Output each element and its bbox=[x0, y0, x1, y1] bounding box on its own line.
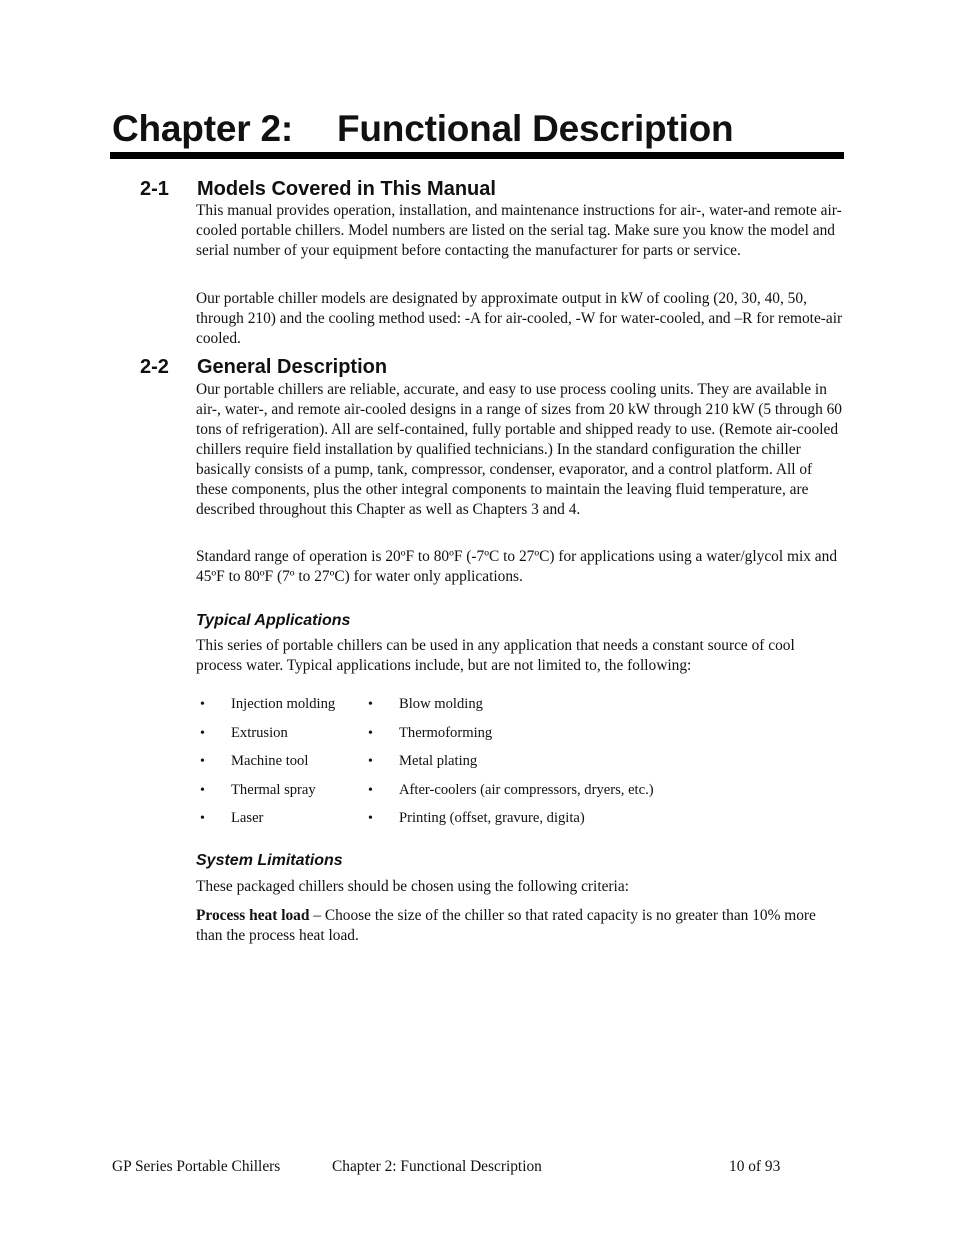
list-item-label: Extrusion bbox=[231, 724, 288, 741]
bullet-icon: • bbox=[368, 725, 373, 741]
list-item bbox=[200, 749, 308, 774]
bullet-icon: • bbox=[200, 811, 205, 826]
chapter-title-rule bbox=[110, 152, 844, 159]
list-item bbox=[368, 749, 477, 774]
list-item-label: Machine tool bbox=[231, 753, 309, 769]
list-item-label: Injection molding bbox=[231, 696, 336, 712]
bullet-icon: • bbox=[368, 811, 373, 826]
list-row bbox=[200, 692, 760, 721]
page-footer bbox=[112, 1157, 812, 1179]
section-number: 2-2 bbox=[140, 356, 169, 378]
bullet-icon: • bbox=[200, 782, 205, 798]
section-title: General Description bbox=[197, 356, 388, 378]
footer-chapter-label: Chapter 2: Functional Description bbox=[332, 1158, 542, 1175]
list-row bbox=[200, 721, 760, 750]
list-item bbox=[200, 692, 335, 717]
list-item bbox=[368, 806, 585, 831]
bullet-icon: • bbox=[368, 782, 373, 798]
list-row bbox=[200, 806, 760, 835]
bullet-icon: • bbox=[368, 754, 373, 769]
section-heading-2-2 bbox=[140, 355, 387, 379]
list-item bbox=[200, 778, 316, 803]
paragraph: These packaged chillers should be chosen using the following criteria: bbox=[196, 878, 629, 895]
list-row bbox=[200, 749, 760, 778]
list-item bbox=[368, 721, 492, 746]
list-item-label: Laser bbox=[231, 810, 264, 826]
paragraph: Our portable chiller models are designated by approximate output in kW of cooling (20, 30, 40, 50, through 210) and the cooling method used: -A for air-cooled, -W for water-cooled, and –R for remote-air cooled. bbox=[196, 290, 843, 347]
paragraph: Our portable chillers are reliable, accurate, and easy to use process cooling units. They are available in air-, water-, and remote air-cooled designs in a range of sizes from 20 kW through 210 kW (5 through 60 tons of refrigeration). All are self-contained, fully portable and shipped ready to use. (Remote air-cooled chillers require field installation by qualified technicians.) In the standard configuration the chiller basically consists of a pump, tank, compressor, condenser, evaporator, and a control platform. All of these components, plus the other integral components to maintain the leaving fluid temperature, are described throughout this Chapter as well as Chapters 3 and 4. bbox=[196, 381, 843, 518]
section-heading-2-1 bbox=[140, 177, 496, 201]
bullet-icon: • bbox=[200, 725, 205, 741]
subheading-system-limitations: System Limitations bbox=[196, 852, 343, 869]
chapter-title bbox=[112, 104, 733, 154]
list-row bbox=[200, 778, 760, 807]
list-item bbox=[200, 806, 263, 831]
bullet-icon: • bbox=[368, 697, 373, 712]
chapter-name: Functional Description bbox=[337, 108, 734, 149]
list-item bbox=[368, 778, 654, 803]
footer-manual-title: GP Series Portable Chillers bbox=[112, 1158, 281, 1175]
list-item-label: Metal plating bbox=[399, 753, 478, 769]
list-item bbox=[368, 692, 483, 717]
term-label: Process heat load bbox=[196, 907, 310, 924]
list-item-label: Thermal spray bbox=[231, 781, 316, 798]
paragraph: This manual provides operation, installation, and maintenance instructions for air-, water-and remote air-cooled portable chillers. Model numbers are listed on the serial tag. Make sure you know the model and serial number of your equipment before contacting the manufacturer for parts or service. bbox=[196, 202, 842, 259]
subheading-typical-applications: Typical Applications bbox=[196, 612, 351, 629]
chapter-number: Chapter 2: bbox=[112, 108, 293, 149]
footer-page-number: 10 of 93 bbox=[729, 1158, 781, 1175]
list-item-label: After-coolers (air compressors, dryers, etc.) bbox=[399, 781, 654, 798]
section-title: Models Covered in This Manual bbox=[197, 178, 496, 200]
list-item-label: Thermoforming bbox=[399, 724, 493, 741]
paragraph: Standard range of operation is 20ºF to 80ºF (-7ºC to 27ºC) for applications using a water/glycol mix and 45ºF to 80ºF (7º to 27ºC) for water only applications. bbox=[196, 548, 838, 585]
term-description: – Choose the size of the chiller so that rated capacity is no greater than 10% more than the process heat load. bbox=[196, 907, 816, 944]
process-heat-load-paragraph bbox=[196, 906, 844, 946]
applications-bullet-list bbox=[200, 692, 760, 835]
bullet-icon: • bbox=[200, 697, 205, 712]
list-item-label: Printing (offset, gravure, digita) bbox=[399, 810, 585, 826]
section-number: 2-1 bbox=[140, 178, 169, 200]
bullet-icon: • bbox=[200, 754, 205, 769]
list-item-label: Blow molding bbox=[399, 696, 483, 712]
list-item bbox=[200, 721, 288, 746]
paragraph: This series of portable chillers can be used in any application that needs a constant source of cool process water. Typical applications include, but are not limited to, the following: bbox=[196, 637, 795, 674]
